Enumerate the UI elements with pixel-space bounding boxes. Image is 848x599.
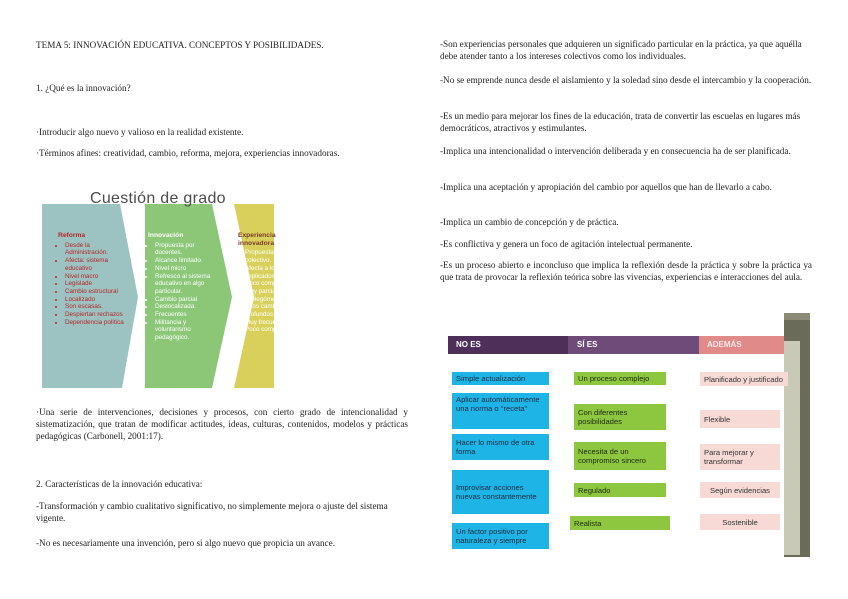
- list-item: • Cambio estructural: [65, 288, 128, 296]
- question-1-heading: 1. ¿Qué es la innovación?: [36, 83, 131, 93]
- list-item: • Deslocalizada.: [155, 303, 218, 311]
- list-item: • Dependencia política: [65, 319, 128, 327]
- ademas-cell: Flexible: [700, 410, 780, 428]
- list-item: • Muy parcial: [245, 288, 308, 296]
- list-item: • Muy frecuentes: [245, 319, 308, 327]
- paragraph-proceso-abierto: -Es un proceso abierto e inconcluso que implica la reflexión desde la práctica y sobre la práctica ya que trata de provocar la reflexión teórica sobre las vivencias, experiencias e interacciones del aula.: [440, 260, 812, 283]
- paragraph-intencionalidad: -Implica una intencionalidad o intervención deliberada y en consecuencia ha de ser planificada.: [440, 146, 791, 156]
- list-item: • Alcance limitado.: [155, 257, 218, 265]
- list-item: • Localizado: [65, 296, 128, 304]
- no-es-cell: Un factor positivo por naturaleza y siempre: [452, 523, 549, 549]
- list-item: • Cambio parcial: [155, 296, 218, 304]
- list-item: • Refresco al sistema educativo en algo particular.: [155, 273, 218, 296]
- innovacion-heading: Innovación: [148, 232, 184, 239]
- list-item: • Afecta a los implicados.: [245, 265, 308, 280]
- paragraph-terms: ·Términos afines: creatividad, cambio, reforma, mejora, experiencias innovadoras.: [36, 148, 340, 158]
- header-no-es: NO ES: [448, 336, 568, 354]
- paragraph-medio: -Es un medio para mejorar los fines de la educación, trata de convertir las escuelas en lugares más democráticos, atractivos y estimulantes.: [440, 111, 801, 134]
- decorative-strip: [784, 313, 810, 320]
- si-es-cell: Regulado: [574, 483, 666, 497]
- experiencia-heading: Experiencia innovadora: [238, 232, 276, 247]
- paragraph-transformacion: -Transformación y cambio cualitativo significativo, no simplemente mejora o ajuste del sistema vigente.: [36, 501, 388, 524]
- si-es-cell: Un proceso complejo: [574, 372, 666, 385]
- no-es-cell: Improvisar acciones nuevas constantemente: [452, 470, 549, 514]
- list-item: • Desde la Administración.: [65, 242, 128, 257]
- no-es-cell: Hacer lo mismo de otra forma: [452, 434, 549, 460]
- paragraph-definition: ·Introducir algo nuevo y valioso en la realidad existente.: [36, 127, 244, 137]
- paragraph-carbonell-definition: ·Una serie de intervenciones, decisiones y procesos, con cierto grado de intencionalidad y sistematización, que tratan de modificar actitudes, ideas, culturas, contenidos, modelos y prácticas pedagógicas (Carbonell, 2001:17).: [36, 407, 408, 442]
- cuestion-de-grado-diagram: [42, 190, 298, 390]
- list-item: • Poco compromiso.: [245, 326, 308, 334]
- reforma-column: [58, 232, 128, 326]
- reforma-heading: Reforma: [58, 232, 86, 239]
- list-item: • Afecta: sistema educativo: [65, 257, 128, 272]
- ademas-cell: Según evidencias: [700, 482, 780, 498]
- list-item: • Nivel macro: [65, 273, 128, 281]
- paragraph-conflictiva: -Es conflictiva y genera un foco de agitación intelectual permanente.: [440, 239, 693, 249]
- paragraph-aislamiento: -No se emprende nunca desde el aislamiento y la soledad sino desde el intercambio y la cooperación.: [440, 75, 812, 85]
- paragraph-invencion: -No es necesariamente una invención, pero sí algo nuevo que propicia un avance.: [36, 538, 335, 548]
- list-item: • Propuestas por un colectivo.: [245, 249, 308, 264]
- list-item: • Legislade: [65, 280, 128, 288]
- list-item: • Frecuentes: [155, 311, 218, 319]
- no-es-cell: Aplicar automáticamente una norma o "receta": [452, 393, 549, 429]
- innovacion-column: [148, 232, 218, 342]
- list-item: • Nivel micro: [155, 265, 218, 273]
- list-item: • Poco compleja: [245, 280, 308, 288]
- no-es-cell: Simple actualización: [452, 372, 549, 385]
- si-es-cell: Con diferentes posibilidades: [574, 404, 666, 430]
- si-es-cell: Necesita de un compromiso sincero: [574, 442, 666, 470]
- innovacion-comparison-table: [444, 313, 810, 557]
- ademas-cell: Planificado y justificado: [700, 372, 788, 386]
- header-ademas: ADEMÁS: [699, 336, 784, 354]
- list-item: • Prolegómenos de otros cambios más profundos: [245, 296, 308, 319]
- question-2-heading: 2. Características de la innovación educativa:: [36, 479, 203, 489]
- paragraph-aceptacion: -Implica una aceptación y apropiación del cambio por aquellos que han de llevarlo a cabo.: [440, 182, 772, 192]
- experiencia-column: [238, 232, 308, 334]
- page-title: TEMA 5: INNOVACIÓN EDUCATIVA. CONCEPTOS Y POSIBILIDADES.: [36, 40, 324, 50]
- header-si-es: SÍ ES: [569, 336, 689, 354]
- paragraph-experiencias: -Son experiencias personales que adquieren un significado particular en la práctica, ya que aquélla debe atender tanto a los intereses colectivos como los individuales.: [440, 39, 802, 62]
- paragraph-cambio-concepcion: -Implica un cambio de concepción y de práctica.: [440, 217, 619, 227]
- list-item: • Propuesta por docentes.: [155, 242, 218, 257]
- diagram-title: Cuestión de grado: [90, 190, 226, 207]
- list-item: • Despiertan rechazos: [65, 311, 128, 319]
- list-item: • Son escasas.: [65, 303, 128, 311]
- ademas-cell: Sostenible: [700, 514, 780, 530]
- si-es-cell: Realista: [570, 516, 670, 530]
- ademas-cell: Para mejorar y transformar: [700, 444, 780, 470]
- list-item: • Militancia y voluntarismo pedagógico.: [155, 319, 218, 342]
